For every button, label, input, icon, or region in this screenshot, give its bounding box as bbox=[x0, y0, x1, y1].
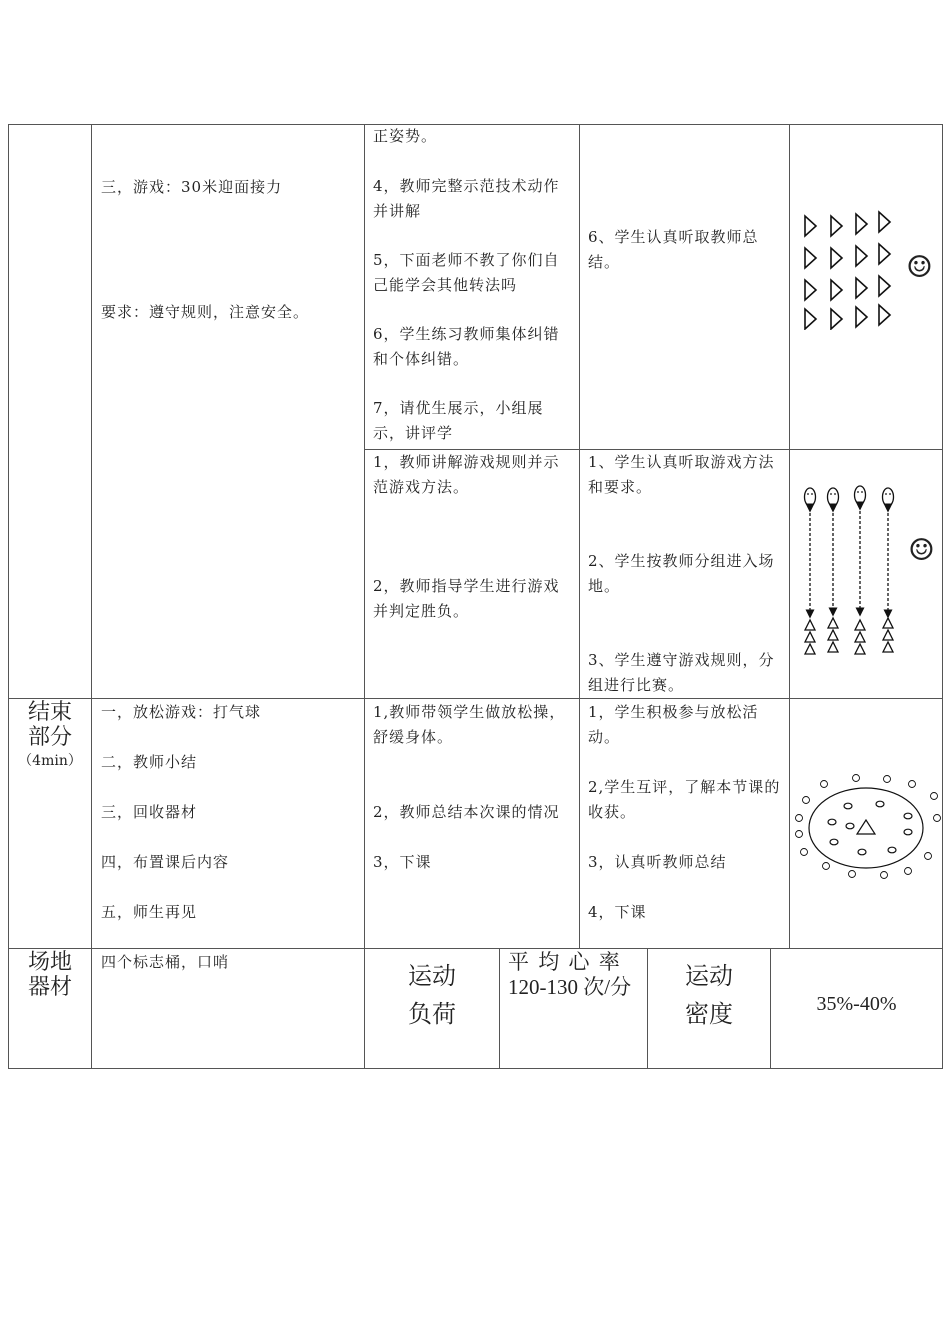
teacher-step: 2，教师总结本次课的情况 bbox=[373, 803, 560, 821]
end-item: 三，回收器材 bbox=[101, 803, 198, 821]
end-item: 五，师生再见 bbox=[101, 903, 198, 921]
section-duration: （4min） bbox=[18, 753, 82, 769]
teacher-step: 7，请优生展示，小组展示，讲评学 bbox=[373, 399, 544, 442]
end-teacher bbox=[373, 700, 573, 875]
density-line2: 密度 bbox=[685, 1000, 733, 1028]
end-content bbox=[101, 700, 356, 925]
game-requirement: 要求：遵守规则，注意安全。 bbox=[101, 303, 310, 321]
student-step: 6、学生认真听取教师总结。 bbox=[588, 228, 759, 271]
end-item: 一，放松游戏：打气球 bbox=[101, 703, 262, 721]
exercise-density-label bbox=[648, 958, 770, 1032]
density-value: 35%-40% bbox=[816, 993, 897, 1015]
student-step: 3，认真听教师总结 bbox=[588, 853, 727, 871]
heart-rate bbox=[508, 950, 643, 1000]
teacher-step: 3，下课 bbox=[373, 853, 432, 871]
teacher-step: 正姿势。 bbox=[373, 127, 438, 145]
end-item: 四，布置课后内容 bbox=[101, 853, 230, 871]
venue-label-line2: 器材 bbox=[27, 975, 72, 1000]
venue-label bbox=[9, 950, 91, 1000]
end-item: 二，教师小结 bbox=[101, 753, 198, 771]
game-title: 三，游戏：30米迎面接力 bbox=[101, 178, 283, 196]
venue-equipment: 四个标志桶，口哨 bbox=[101, 953, 230, 971]
student-step: 4，下课 bbox=[588, 903, 647, 921]
density-line1: 运动 bbox=[685, 962, 733, 990]
row1-student bbox=[588, 225, 783, 275]
student-step: 3、学生遵守游戏规则，分组进行比赛。 bbox=[588, 651, 775, 694]
section-name-line1: 结束 bbox=[27, 700, 72, 725]
row1-content bbox=[101, 175, 356, 325]
section-name-line2: 部分 bbox=[27, 725, 72, 750]
student-step: 2,学生互评，了解本节课的收获。 bbox=[588, 778, 781, 821]
teacher-step: 1,教师带领学生做放松操，舒缓身体。 bbox=[373, 703, 566, 746]
row2-student bbox=[588, 450, 783, 698]
end-student bbox=[588, 700, 783, 925]
heart-rate-label: 平 均 心 率 bbox=[508, 950, 622, 974]
venue-label-line1: 场地 bbox=[27, 950, 72, 975]
row1-teacher bbox=[373, 124, 573, 446]
load-line1: 运动 bbox=[408, 962, 456, 990]
relay-formation bbox=[795, 482, 905, 662]
teacher-step: 1，教师讲解游戏规则并示范游戏方法。 bbox=[373, 453, 560, 496]
teacher-step: 5，下面老师不教了你们自己能学会其他转法吗 bbox=[373, 251, 560, 294]
teacher-step: 4，教师完整示范技术动作并讲解 bbox=[373, 177, 560, 220]
end-section-label bbox=[9, 700, 91, 772]
teacher-step: 2，教师指导学生进行游戏并判定胜负。 bbox=[373, 577, 560, 620]
heart-rate-value: 120-130 次/分 bbox=[508, 975, 632, 999]
student-step: 1、学生认真听取游戏方法和要求。 bbox=[588, 453, 775, 496]
load-line2: 负荷 bbox=[408, 1000, 456, 1028]
circle-formation bbox=[792, 770, 942, 880]
row2-teacher bbox=[373, 450, 573, 624]
exercise-load-label bbox=[365, 958, 499, 1032]
smiley-icon: ☺ bbox=[908, 533, 935, 568]
smiley-icon: ☺ bbox=[906, 250, 933, 285]
student-step: 1，学生积极参与放松活动。 bbox=[588, 703, 759, 746]
teacher-step: 6，学生练习教师集体纠错和个体纠错。 bbox=[373, 325, 560, 368]
student-step: 2、学生按教师分组进入场地。 bbox=[588, 552, 775, 595]
